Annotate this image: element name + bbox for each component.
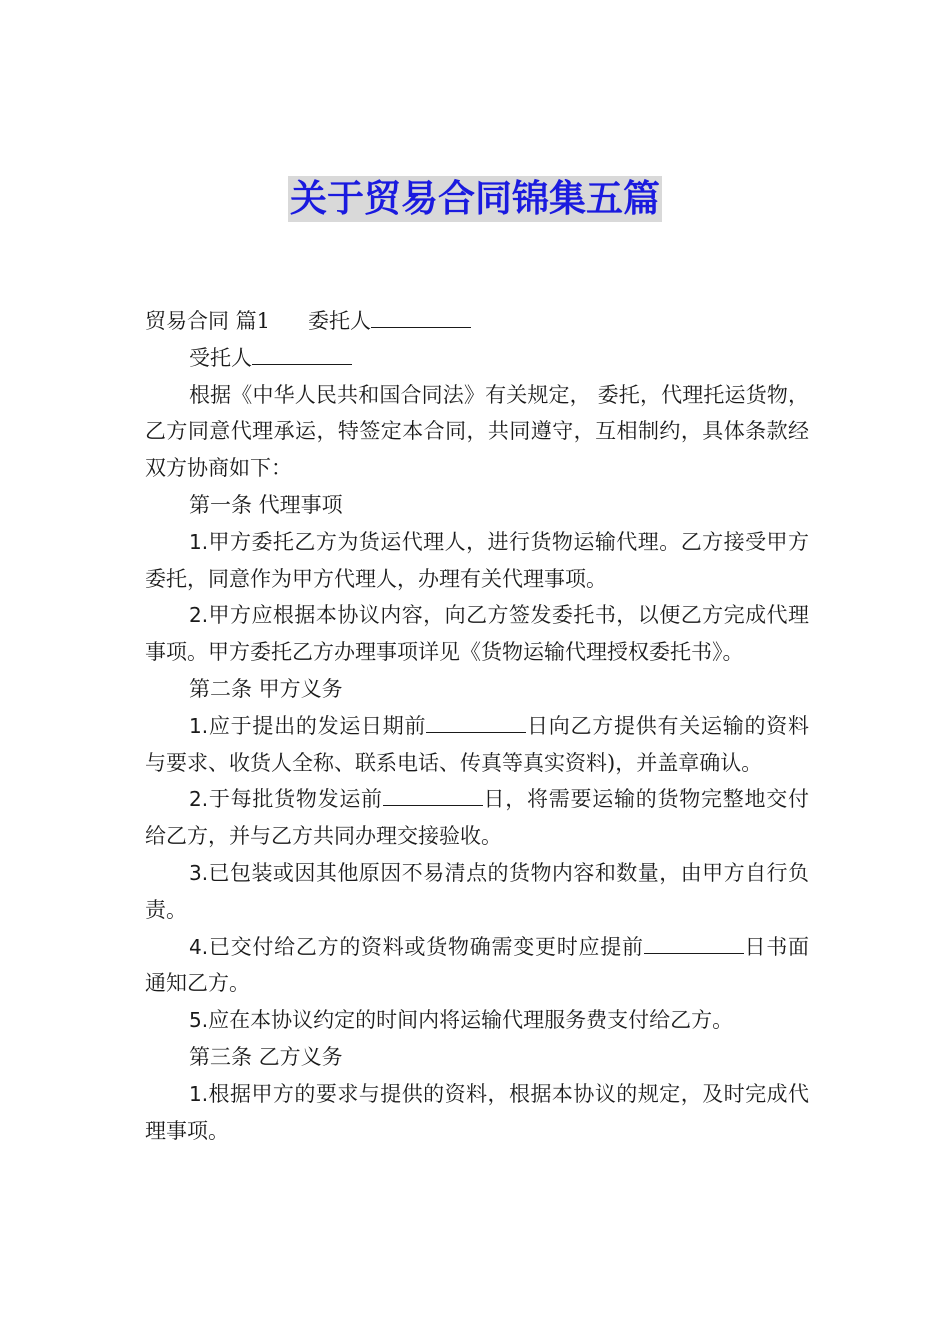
principal-label: 委托人 <box>308 309 372 333</box>
fill-blank <box>426 712 526 733</box>
title-container <box>0 176 950 222</box>
article3-title: 第三条 乙方义务 <box>189 1044 343 1069</box>
trustee-label: 受托人 <box>189 345 252 370</box>
article3-item-1: 1.根据甲方的要求与提供的资料，根据本协议的规定，及时完成代理事项。 <box>145 1081 809 1143</box>
document-title: 关于贸易合同锦集五篇 <box>290 177 660 220</box>
article1-item-2: 2.甲方应根据本协议内容，向乙方签发委托书，以便乙方完成代理事项。甲方委托乙方办理事项详见《货物运输代理授权委托书》。 <box>145 603 809 665</box>
intro-paragraph: 根据《中华人民共和国合同法》有关规定， 委托，代理托运货物，乙方同意代理承运，特签定本合同，共同遵守，互相制约，具体条款经双方协商如下： <box>145 382 809 481</box>
contract-heading-line <box>145 303 809 340</box>
article2-title: 第二条 甲方义务 <box>189 676 343 701</box>
article1-title: 第一条 代理事项 <box>189 492 343 517</box>
trustee-line <box>145 340 809 377</box>
article2-item-1: 1.应于提出的发运日期前 日向乙方提供有关运输的资料与要求、收货人全称、联系电话、传真等真实资料)，并盖章确认。 <box>145 713 810 775</box>
fill-blank <box>644 933 744 954</box>
contract-heading: 贸易合同 篇1 <box>145 309 271 333</box>
article2-item-4: 4.已交付给乙方的资料或货物确需变更时应提前 日书面通知乙方。 <box>145 934 810 996</box>
fill-blank <box>383 785 483 806</box>
document-body <box>145 303 809 1149</box>
article1-item-1: 1.甲方委托乙方为货运代理人，进行货物运输代理。乙方接受甲方委托，同意作为甲方代理人，办理有关代理事项。 <box>145 529 809 591</box>
trustee-blank <box>252 344 352 365</box>
article2-item-3: 3.已包装或因其他原因不易清点的货物内容和数量，由甲方自行负责。 <box>145 860 809 922</box>
principal-blank <box>371 307 471 328</box>
article2-item-2: 2.于每批货物发运前 日，将需要运输的货物完整地交付给乙方，并与乙方共同办理交接验收。 <box>145 787 810 849</box>
article2-item-5: 5.应在本协议约定的时间内将运输代理服务费支付给乙方。 <box>189 1008 734 1033</box>
